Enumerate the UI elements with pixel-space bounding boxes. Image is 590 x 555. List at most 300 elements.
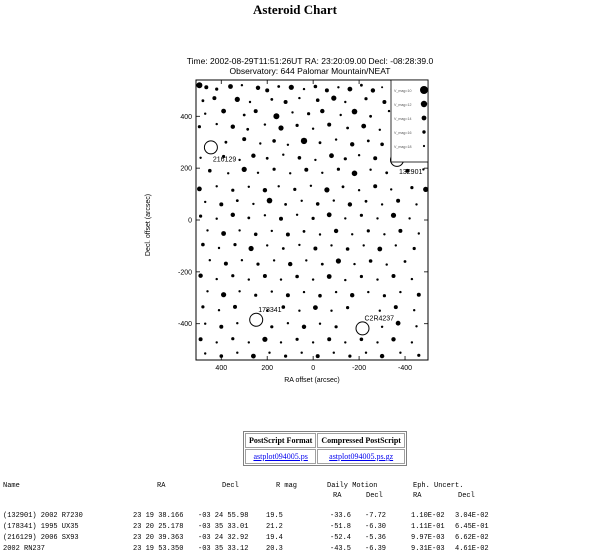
star-point (216, 218, 218, 220)
star-point (327, 274, 332, 279)
row-rmag: 19.4 (266, 534, 283, 542)
star-point (209, 259, 211, 261)
star-point (365, 352, 367, 354)
legend-entry-marker (422, 130, 425, 133)
star-point (215, 88, 218, 91)
star-point (364, 97, 367, 100)
star-point (316, 98, 320, 102)
compressed-postscript-header: Compressed PostScript (317, 433, 405, 448)
row-name: (178341) 1995 UX35 (3, 523, 79, 531)
legend-entry-label: V_mag=14 (394, 117, 412, 121)
star-point (415, 325, 417, 327)
star-point (396, 321, 401, 326)
star-point (278, 185, 280, 187)
star-point (270, 98, 273, 101)
star-point (197, 187, 202, 192)
row-ra: 23 20 25.178 (133, 523, 184, 531)
star-point (398, 229, 402, 233)
row-decl: -03 24 55.98 (198, 512, 249, 520)
star-point (266, 244, 268, 246)
star-point (286, 233, 290, 237)
row-uncert-ra: 1.10E-02 (411, 512, 445, 520)
star-point (327, 123, 331, 127)
star-point (280, 341, 282, 343)
row-uncert-ra: 9.31E-03 (411, 545, 445, 553)
star-point (379, 310, 381, 312)
row-daily-motion-ra: -51.8 (330, 523, 352, 531)
star-point (278, 125, 283, 130)
star-point (249, 101, 251, 103)
star-point (248, 341, 250, 343)
star-point (373, 156, 377, 160)
star-point (379, 129, 381, 131)
target-label: 178341 (258, 306, 282, 314)
star-point (411, 341, 413, 343)
star-point (266, 157, 269, 160)
star-point (277, 85, 280, 88)
target-label: C2R4237 (364, 315, 395, 323)
star-point (353, 263, 355, 265)
star-point (273, 113, 279, 119)
star-point (199, 337, 203, 341)
legend-entry-label: V_mag=10 (394, 89, 412, 93)
target-circle (250, 313, 263, 326)
star-point (346, 247, 350, 251)
row-name: (132901) 2002 R7230 (3, 512, 83, 520)
star-point (284, 100, 288, 104)
star-point (408, 217, 410, 219)
star-point (360, 84, 363, 87)
star-point (348, 202, 352, 206)
star-point (271, 290, 273, 292)
col-subheader-dm-decl: Decl (366, 492, 383, 500)
x-tick-label: 200 (261, 365, 274, 372)
star-point (259, 142, 261, 144)
compressed-postscript-download-link[interactable]: astplot094005.ps.gz (329, 452, 394, 461)
star-point (404, 260, 407, 263)
y-tick-label: -200 (177, 269, 192, 277)
star-point (272, 139, 276, 143)
star-point (376, 217, 378, 219)
star-point (358, 189, 360, 191)
star-point (248, 186, 250, 188)
star-point (231, 125, 235, 129)
star-point (377, 247, 382, 252)
star-point (296, 124, 299, 127)
legend-entry-label: V_mag=16 (394, 131, 412, 135)
star-point (204, 201, 206, 203)
asteroid-listing (0, 473, 590, 555)
star-point (219, 202, 223, 206)
star-point (236, 352, 238, 354)
star-point (342, 185, 345, 188)
star-point (344, 157, 347, 160)
star-point (386, 263, 388, 265)
star-point (286, 293, 290, 297)
star-point (310, 185, 312, 187)
row-rmag: 19.5 (266, 512, 283, 520)
star-point (282, 247, 285, 250)
star-point (351, 233, 353, 235)
star-point (280, 278, 282, 280)
star-point (369, 115, 372, 118)
target-label: 216129 (212, 156, 237, 164)
star-point (350, 142, 354, 146)
star-point (324, 187, 329, 192)
star-point (198, 125, 201, 128)
star-point (298, 97, 300, 99)
star-point (376, 341, 378, 343)
star-point (369, 259, 373, 263)
row-daily-motion-decl: -6.30 (365, 523, 387, 531)
star-point (242, 137, 246, 141)
star-point (391, 337, 395, 341)
star-point (247, 217, 250, 220)
star-point (238, 229, 240, 231)
star-point (352, 109, 358, 115)
row-decl: -03 24 32.92 (198, 534, 249, 542)
row-uncert-decl: 6.62E-02 (455, 534, 489, 542)
star-point (373, 184, 377, 188)
star-point (365, 200, 368, 203)
y-tick-label: 200 (180, 165, 192, 173)
star-point (284, 355, 287, 358)
star-point (418, 232, 420, 234)
star-point (206, 229, 208, 231)
star-point (301, 138, 307, 144)
star-point (383, 294, 386, 297)
star-point (363, 244, 365, 246)
star-point (201, 243, 205, 247)
star-point (348, 355, 351, 358)
star-point (254, 109, 258, 113)
star-point (243, 114, 246, 117)
col-header-name: Name (3, 482, 20, 490)
row-decl: -03 35 33.12 (198, 545, 249, 553)
star-point (271, 230, 273, 232)
magnitude-legend (391, 80, 428, 162)
legend-entry-marker (420, 86, 428, 94)
star-point (295, 275, 299, 279)
star-point (216, 341, 218, 343)
star-point (303, 291, 305, 293)
star-point (337, 86, 339, 88)
col-header-decl: Decl (222, 482, 239, 490)
star-point (219, 325, 223, 329)
star-point (236, 199, 239, 202)
star-point (254, 233, 258, 237)
star-point (399, 291, 401, 293)
star-point (360, 275, 363, 278)
star-point (360, 338, 364, 342)
row-rmag: 21.2 (266, 523, 283, 531)
star-point (307, 112, 310, 115)
legend-entry-marker (423, 145, 425, 147)
star-point (296, 214, 298, 216)
star-point (331, 96, 336, 101)
star-point (314, 85, 318, 89)
y-tick-label: -400 (177, 321, 192, 329)
star-point (263, 188, 267, 192)
download-formats-table (243, 431, 407, 466)
star-point (204, 113, 206, 115)
star-point (352, 171, 358, 177)
star-point (344, 279, 346, 281)
star-point (282, 154, 284, 156)
y-tick-label: 0 (188, 217, 192, 225)
star-point (206, 290, 208, 292)
star-point (411, 278, 413, 280)
star-point (248, 278, 250, 280)
star-point (218, 309, 220, 311)
star-point (316, 354, 320, 358)
star-point (231, 189, 234, 192)
target-circle (356, 322, 369, 335)
star-point (380, 354, 384, 358)
star-point (319, 141, 322, 144)
star-point (216, 278, 218, 280)
star-point (348, 87, 353, 92)
row-daily-motion-decl: -5.36 (365, 534, 387, 542)
star-point (298, 244, 300, 246)
star-point (288, 262, 292, 266)
row-uncert-ra: 1.11E-01 (411, 523, 445, 531)
star-point (262, 337, 267, 342)
star-point (329, 153, 334, 158)
row-name: (216129) 2006 SX93 (3, 534, 79, 542)
star-point (235, 97, 240, 102)
star-point (199, 215, 202, 218)
star-point (263, 274, 267, 278)
row-daily-motion-decl: -6.39 (365, 545, 387, 553)
star-point (284, 203, 287, 206)
star-point (417, 293, 421, 297)
star-point (344, 341, 346, 343)
star-point (199, 157, 201, 159)
star-point (335, 325, 338, 328)
legend-entry-label: V_mag=12 (394, 103, 412, 107)
star-point (391, 213, 396, 218)
star-point (289, 172, 291, 174)
star-point (198, 274, 202, 278)
star-point (321, 263, 324, 266)
star-point (314, 159, 316, 161)
star-point (367, 229, 370, 232)
legend-entry-label: V_mag=18 (394, 145, 412, 149)
x-tick-label: 400 (215, 365, 228, 372)
star-point (227, 172, 229, 174)
star-point (346, 127, 349, 130)
star-point (296, 338, 299, 341)
row-ra: 23 19 38.166 (133, 512, 184, 520)
star-point (313, 247, 317, 251)
x-tick-label: -400 (398, 365, 413, 372)
star-point (312, 341, 314, 343)
star-point (249, 246, 254, 251)
star-point (399, 352, 401, 354)
star-point (216, 123, 218, 125)
row-rmag: 20.3 (266, 545, 283, 553)
star-point (318, 294, 322, 298)
star-point (268, 352, 270, 354)
row-daily-motion-ra: -43.5 (330, 545, 352, 553)
star-point (264, 123, 266, 125)
col-header-ra: RA (157, 482, 166, 490)
star-point (333, 352, 335, 354)
col-header-rmag: R mag (276, 482, 298, 490)
star-point (305, 259, 307, 261)
star-point (395, 244, 397, 246)
star-point (381, 203, 383, 205)
star-point (252, 203, 254, 205)
star-point (340, 114, 342, 116)
star-point (287, 322, 289, 324)
star-point (233, 305, 237, 309)
star-point (312, 217, 315, 220)
x-tick-label: -200 (352, 365, 367, 372)
star-point (221, 292, 226, 297)
row-ra: 23 20 39.363 (133, 534, 184, 542)
star-point (216, 185, 218, 187)
star-point (382, 100, 386, 104)
star-point (238, 159, 240, 161)
star-point (320, 109, 324, 113)
row-uncert-ra: 9.97E-03 (411, 534, 445, 542)
star-point (264, 214, 266, 216)
star-point (346, 306, 349, 309)
star-point (319, 233, 321, 235)
star-point (381, 326, 383, 328)
x-axis-label: RA offset (arcsec) (284, 377, 340, 384)
star-point (302, 325, 306, 329)
row-daily-motion-ra: -33.6 (330, 512, 352, 520)
star-point (279, 217, 283, 221)
star-point (360, 214, 363, 217)
star-point (257, 172, 259, 174)
star-point (238, 290, 240, 292)
star-point (267, 198, 273, 204)
star-point (380, 143, 384, 147)
star-point (212, 96, 216, 100)
star-point (335, 291, 337, 293)
star-point (225, 141, 228, 144)
star-point (361, 124, 366, 129)
row-ra: 23 19 53.350 (133, 545, 184, 553)
star-point (233, 243, 236, 246)
row-uncert-decl: 4.61E-02 (455, 545, 489, 553)
y-axis-label: Decl. offset (arcsec) (145, 193, 152, 257)
star-point (381, 86, 383, 88)
postscript-download-link[interactable]: astplot094005.ps (253, 452, 308, 461)
row-decl: -03 35 33.01 (198, 523, 249, 531)
star-point (350, 293, 354, 297)
star-point (273, 168, 276, 171)
star-point (371, 88, 375, 92)
star-point (316, 202, 320, 206)
star-point (333, 199, 335, 201)
target-label: 132901 (399, 168, 423, 176)
star-point (282, 305, 286, 309)
star-point (369, 169, 371, 171)
star-point (251, 154, 255, 158)
star-point (301, 200, 303, 202)
postscript-format-header: PostScript Format (245, 433, 316, 448)
star-point (383, 233, 385, 235)
star-point (344, 217, 346, 219)
star-point (265, 88, 269, 92)
y-tick-label: 400 (180, 113, 192, 121)
star-point (241, 84, 243, 86)
star-point (390, 188, 392, 190)
star-point (330, 310, 332, 312)
star-point (358, 154, 360, 156)
star-point (254, 294, 257, 297)
star-point (298, 156, 302, 160)
row-daily-motion-decl: -7.72 (365, 512, 387, 520)
star-point (221, 231, 226, 236)
star-point (298, 310, 300, 312)
star-point (423, 187, 428, 192)
target-circle (204, 141, 217, 154)
chart-header-observatory: Observatory: 644 Palomar Mountain/NEAT (229, 66, 391, 76)
star-point (396, 199, 400, 203)
star-point (204, 85, 208, 89)
star-point (394, 305, 398, 309)
legend-entry-marker (422, 116, 427, 121)
star-point (301, 352, 303, 354)
row-uncert-decl: 3.04E-02 (455, 512, 489, 520)
star-point (293, 188, 296, 191)
star-point (256, 86, 260, 90)
star-point (303, 88, 305, 90)
page-title: Asteroid Chart (253, 2, 337, 17)
star-point (413, 309, 415, 311)
star-point (335, 138, 337, 140)
x-tick-label: 0 (311, 365, 316, 372)
star-point (415, 203, 417, 205)
star-point (337, 168, 340, 171)
star-point (330, 244, 332, 246)
star-point (228, 84, 233, 89)
star-point (417, 354, 420, 357)
star-point (312, 128, 314, 130)
star-point (242, 167, 247, 172)
star-point (231, 213, 235, 217)
star-point (224, 262, 228, 266)
star-point (367, 291, 369, 293)
star-point (344, 101, 346, 103)
star-point (256, 263, 259, 266)
col-subheader-eu-ra: RA (413, 492, 422, 500)
star-point (319, 323, 321, 325)
legend-entry-marker (421, 101, 427, 107)
star-point (273, 259, 275, 261)
row-name: 2002 RN237 (3, 545, 46, 553)
star-point (413, 247, 416, 250)
star-point (218, 247, 220, 249)
star-point (325, 88, 329, 92)
star-point (221, 109, 226, 114)
star-point (392, 274, 396, 278)
star-point (236, 322, 238, 324)
star-point (313, 305, 318, 310)
star-point (231, 274, 234, 277)
star-point (376, 278, 378, 280)
star-point (270, 325, 273, 328)
star-point (334, 229, 338, 233)
col-subheader-dm-ra: RA (333, 492, 342, 500)
star-point (291, 111, 293, 113)
